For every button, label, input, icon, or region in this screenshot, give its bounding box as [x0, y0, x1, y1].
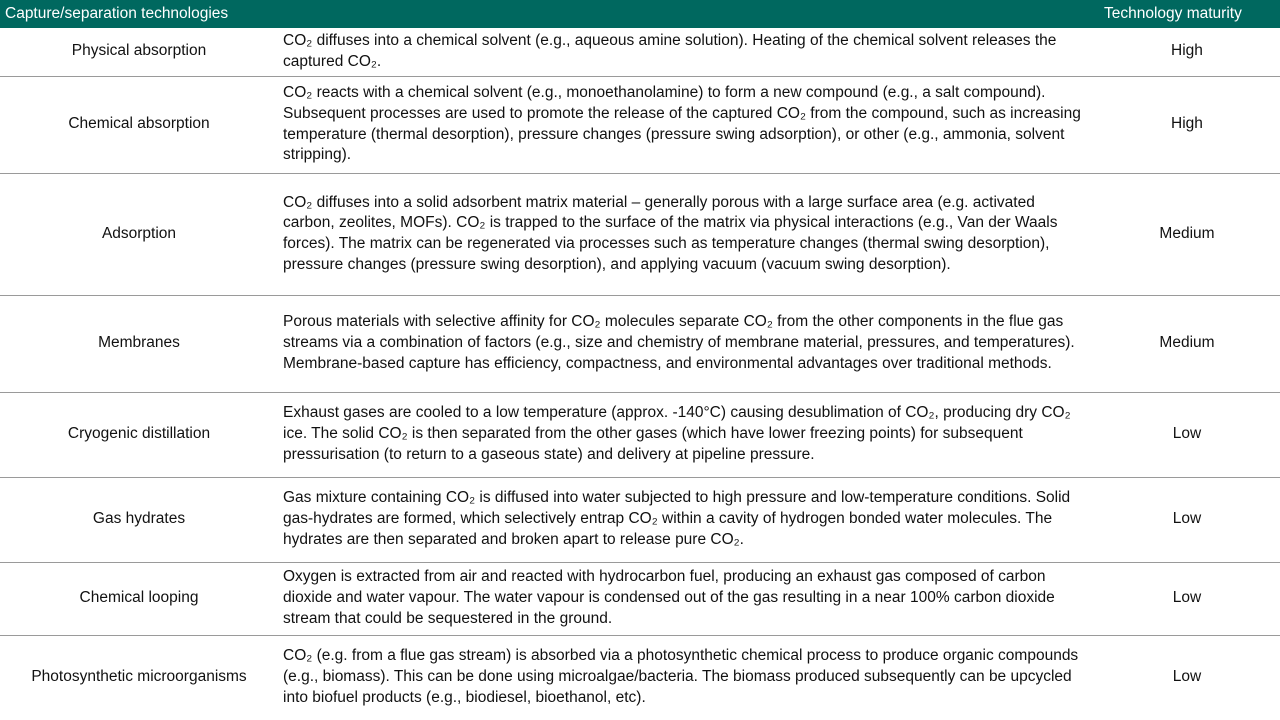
table-row	[0, 477, 1280, 562]
technology-description: Porous materials with selective affinity for CO₂ molecules separate CO₂ from the other components in the flue gas streams via a combination of factors (e.g., size and chemistry of membrane material, pressures, and temperatures). Membrane-based capture has efficiency, compactness, and environmental advantages over traditional methods.	[278, 295, 1094, 392]
header-technologies: Capture/separation technologies	[5, 5, 229, 22]
technology-description: Oxygen is extracted from air and reacted with hydrocarbon fuel, producing an exhaust gas composed of carbon dioxide and water vapour. The water vapour is condensed out of the gas resulting in a near 100% carbon dioxide stream that could be sequestered in the ground.	[278, 562, 1094, 635]
technology-name: Physical absorption	[0, 28, 278, 76]
table-body	[0, 28, 1280, 719]
technology-description: CO₂ reacts with a chemical solvent (e.g., monoethanolamine) to form a new compound (e.g., a salt compound). Subsequent processes are used to promote the release of the captured CO₂ from the compound, such as increasing temperature (thermal desorption), pressure changes (pressure swing adsorption), or other (e.g., ammonia, solvent stripping).	[278, 76, 1094, 173]
technology-name: Photosynthetic microorganisms	[31, 667, 247, 685]
technology-name: Chemical looping	[0, 562, 278, 635]
technology-maturity: Low	[1094, 562, 1280, 635]
technology-maturity: Medium	[1094, 173, 1280, 295]
technology-description: CO₂ (e.g. from a flue gas stream) is absorbed via a photosynthetic chemical process to produce organic compounds (e.g., biomass). This can be done using microalgae/bacteria. The biomass produced subsequently can be upcycled into biofuel products (e.g., biodiesel, bioethanol, etc).	[283, 647, 1079, 706]
technology-maturity: Low	[1172, 667, 1202, 685]
table-row	[0, 392, 1280, 477]
technology-name: Membranes	[0, 295, 278, 392]
technology-name: Chemical absorption	[0, 76, 278, 173]
technology-name: Adsorption	[0, 173, 278, 295]
table-row	[0, 635, 1280, 719]
table-header	[0, 0, 1280, 28]
technology-maturity: High	[1094, 28, 1280, 76]
technology-maturity: Low	[1094, 392, 1280, 477]
technology-maturity: Low	[1094, 477, 1280, 562]
technology-description: CO₂ diffuses into a solid adsorbent matrix material – generally porous with a large surface area (e.g. activated carbon, zeolites, MOFs). CO₂ is trapped to the surface of the matrix via physical interactions (e.g., Van der Waals forces). The matrix can be regenerated via processes such as temperature changes (thermal swing desorption), pressure changes (pressure swing desorption), and applying vacuum (vacuum swing desorption).	[278, 173, 1094, 295]
table-row	[0, 173, 1280, 295]
header-row	[0, 0, 1280, 28]
header-description	[278, 0, 1094, 28]
header-technology-maturity: Technology maturity	[1104, 5, 1242, 22]
table-row	[0, 562, 1280, 635]
table-row	[0, 76, 1280, 173]
technology-name: Cryogenic distillation	[0, 392, 278, 477]
technology-description: CO₂ diffuses into a chemical solvent (e.g., aqueous amine solution). Heating of the chemical solvent releases the captured CO₂.	[278, 28, 1094, 76]
technology-maturity: High	[1094, 76, 1280, 173]
table-row	[0, 295, 1280, 392]
technology-name: Gas hydrates	[0, 477, 278, 562]
technology-description: Exhaust gases are cooled to a low temperature (approx. -140°C) causing desublimation of CO₂, producing dry CO₂ ice. The solid CO₂ is then separated from the other gases (which have lower freezing points) for subsequent pressurisation (to return to a gaseous state) and delivery at pipeline pressure.	[278, 392, 1094, 477]
technology-description: Gas mixture containing CO₂ is diffused into water subjected to high pressure and low-temperature conditions. Solid gas-hydrates are formed, which selectively entrap CO₂ within a cavity of hydrogen bonded water molecules. The hydrates are then separated and broken apart to release pure CO₂.	[278, 477, 1094, 562]
table-row	[0, 28, 1280, 76]
technology-maturity: Medium	[1094, 295, 1280, 392]
